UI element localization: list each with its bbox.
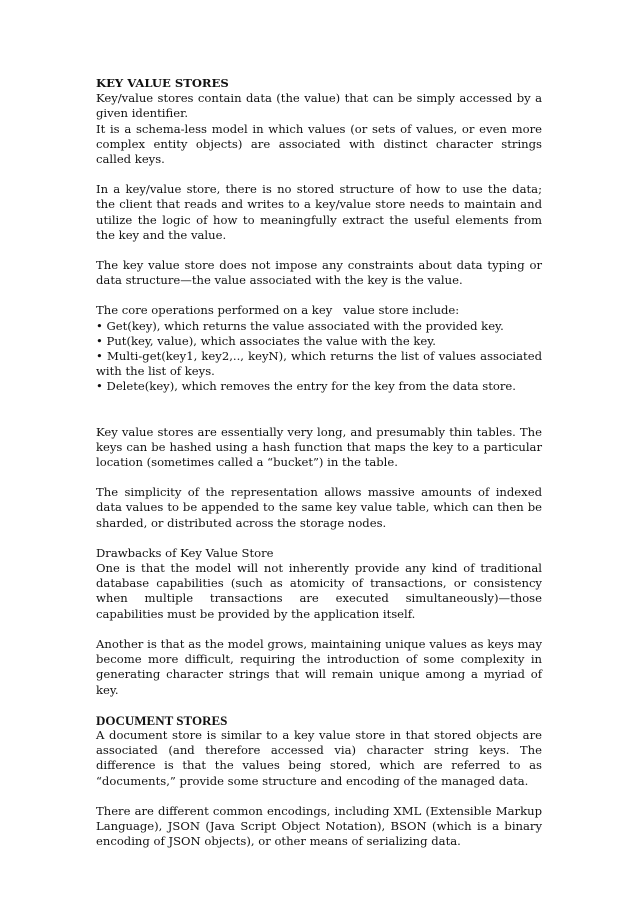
kv-paragraph-7: One is that the model will not inherently provide any kind of traditional database capabilities (such as atomicity of transactions, or consistency when multiple transactions are executed simultaneously)—those capabilities must be provided by the application itself.	[96, 561, 542, 621]
kv-paragraph-4: The key value store does not impose any constraints about data typing or data structure—the value associated with the key is the value.	[96, 258, 542, 288]
kv-paragraph-6: The simplicity of the representation allows massive amounts of indexed data values to be appended to the same key value table, which can then be sharded, or distributed across the storage nodes.	[96, 485, 542, 530]
kv-paragraph-5: Key value stores are essentially very long, and presumably thin tables. The keys can be hashed using a hash function that maps the key to a particular location (sometimes called a “bucket”) in the table.	[96, 424, 542, 470]
doc-heading: DOCUMENT STORES	[96, 712, 228, 728]
kv-op-multiget: • Multi-get(key1, key2,.., keyN), which returns the list of values associated with the list of keys.	[96, 349, 542, 379]
doc-paragraph-1: A document store is similar to a key value store in that stored objects are associated (and therefore accessed via) character string keys. The difference is that the values being stored, which are referred to as “documents,” provide some structure and encoding of the managed data.	[96, 727, 542, 788]
kv-paragraph-3: In a key/value store, there is no stored structure of how to use the data; the client that reads and writes to a key/value store needs to maintain and utilize the logic of how to meaningfully extract the useful elements from the key and the value.	[96, 182, 542, 242]
kv-op-put: • Put(key, value), which associates the value with the key.	[96, 333, 436, 348]
doc-paragraph-2: There are different common encodings, including XML (Extensible Markup Language), JSON (Java Script Object Notation), BSON (which is a binary encoding of JSON objects), or other means of serializing data.	[96, 803, 542, 849]
document-page	[96, 76, 542, 849]
kv-drawbacks-title: Drawbacks of Key Value Store	[96, 545, 274, 560]
kv-paragraph-8: Another is that as the model grows, maintaining unique values as keys may become more difficult, requiring the introduction of some complexity in generating character strings that will remain unique among a myriad of key.	[96, 636, 542, 697]
kv-ops-intro: The core operations performed on a key value store include:	[96, 303, 460, 318]
kv-op-get: • Get(key), which returns the value associated with the provided key.	[96, 318, 504, 333]
kv-heading: KEY VALUE STORES	[96, 76, 229, 90]
kv-paragraph-2: It is a schema-less model in which values (or sets of values, or even more complex entity objects) are associated with distinct character strings called keys.	[96, 121, 542, 167]
kv-paragraph-1: Key/value stores contain data (the value) that can be simply accessed by a given identifier.	[96, 91, 542, 121]
kv-op-delete: • Delete(key), which removes the entry for the key from the data store.	[96, 379, 516, 394]
